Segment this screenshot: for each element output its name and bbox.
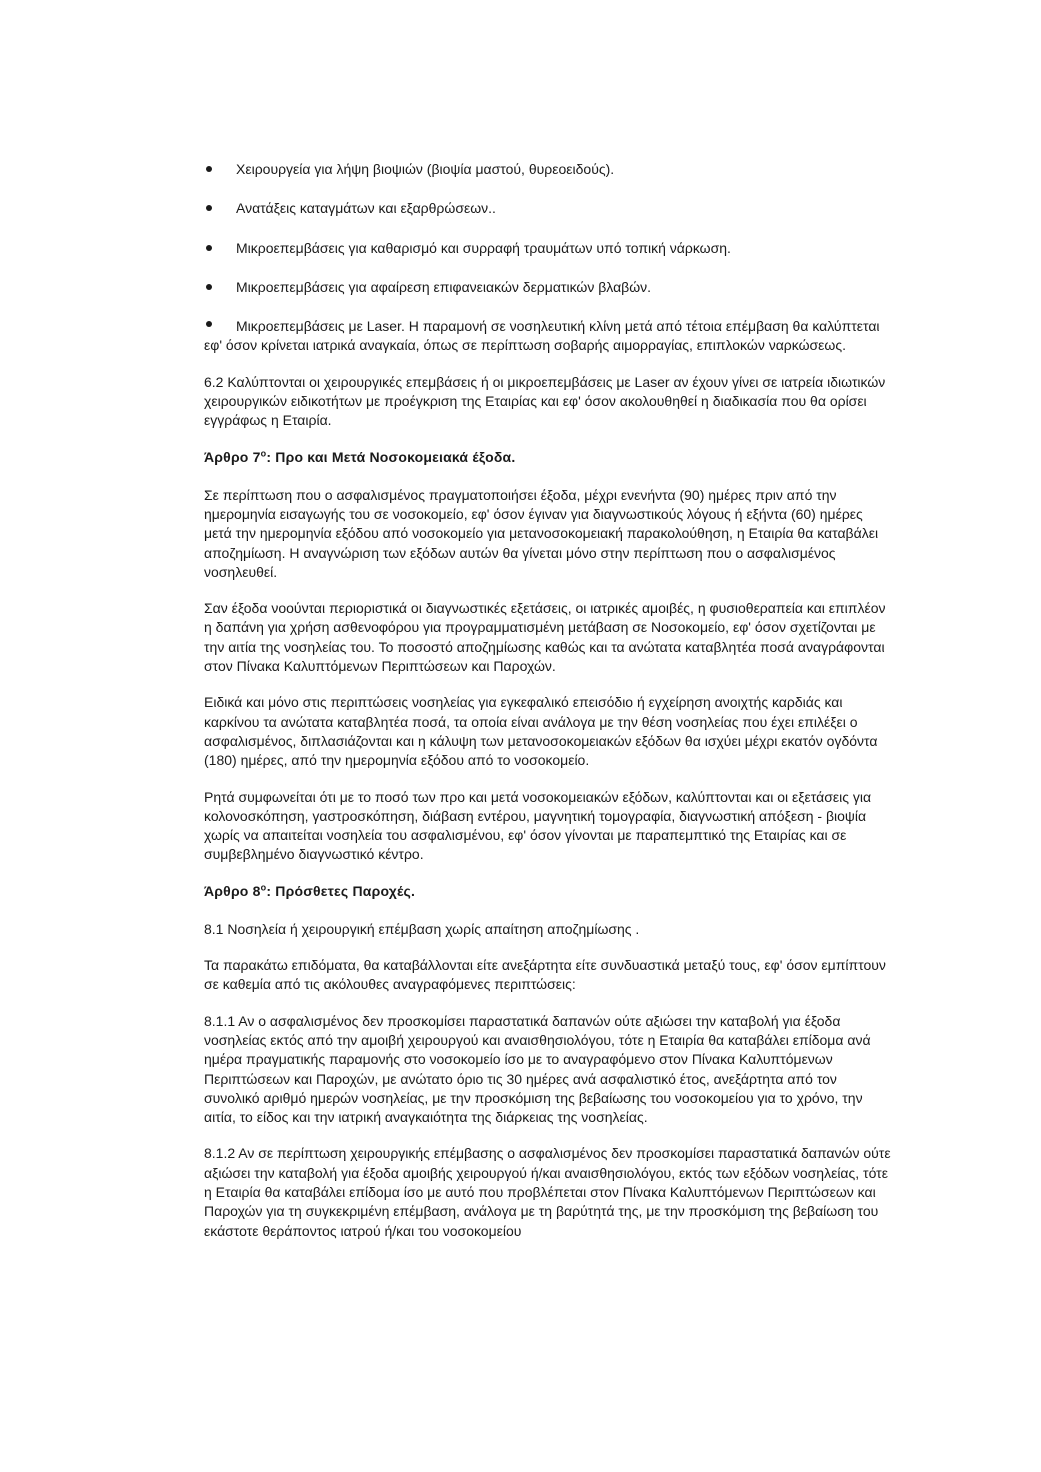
document-page: [204, 160, 894, 1258]
list-item-text: Μικροεπεμβάσεις με Laser. Η παραμονή σε νοσηλευτική κλίνη μετά από τέτοια επέμβαση θα καλύπτεται εφ' όσον κρίνεται ιατρικά αναγκαία, όπως σε περίπτωση σοβαρής αιμορραγίας, επιπλοκών ναρκώσεως.: [204, 318, 880, 354]
article-8-prefix: Άρθρο 8: [204, 882, 261, 899]
paragraph-7-4: Ρητά συμφωνείται ότι με το ποσό των προ και μετά νοσοκομειακών εξόδων, καλύπτονται και οι εξετάσεις για κολονοσκόπηση, γαστροσκόπηση, διάβαση εντέρου, μαγνητική τομογραφία, διαγνωστική απόξεση - βιοψία χωρίς να απαιτείται νοσηλεία του ασφαλισμένου, εφ' όσον γίνονται με παραπεμπτικό της Εταιρίας και σε συμβεβλημένο διαγνωστικό κέντρο.: [204, 788, 872, 863]
list-item: [204, 239, 894, 258]
article-8-heading: [204, 882, 894, 901]
paragraph-8-1: 8.1 Νοσηλεία ή χειρουργική επέμβαση χωρίς απαίτηση αποζημίωσης .: [204, 920, 640, 937]
article-7-prefix: Άρθρο 7: [204, 448, 261, 465]
list-item: [204, 278, 894, 297]
list-item-text: Μικροεπεμβάσεις για αφαίρεση επιφανειακών δερματικών βλαβών.: [236, 278, 652, 295]
list-item-text: Μικροεπεμβάσεις για καθαρισμό και συρραφή τραυμάτων υπό τοπική νάρκωση.: [236, 239, 731, 256]
bullet-icon: [206, 284, 212, 290]
article-8-title: : Πρόσθετες Παροχές.: [266, 882, 416, 899]
list-item-text: Χειρουργεία για λήψη βιοψιών (βιοψία μαστού, θυρεοειδούς).: [236, 161, 615, 177]
bullet-icon: [206, 245, 212, 251]
bullet-icon: [206, 205, 212, 211]
article-7-title: : Προ και Μετά Νοσοκομειακά έξοδα.: [266, 448, 516, 465]
list-item: [204, 160, 894, 179]
list-item: [204, 199, 894, 218]
paragraph-7-3: Ειδικά και μόνο στις περιπτώσεις νοσηλείας για εγκεφαλικό επεισόδιο ή εγχείρηση ανοιχτής καρδιάς και καρκίνου τα ανώτατα καταβλητέα ποσά, τα οποία είναι ανάλογα με την θέση νοσηλείας που έχει επιλέξει ο ασφαλισμένος, διπλασιάζονται και η κάλυψη των μετανοσοκομειακών εξόδων θα ισχύει μέχρι εκατόν ογδόντα (180) ημέρες, από την ημερομηνία εξόδου από το νοσοκομείο.: [204, 694, 878, 769]
paragraph-7-2: Σαν έξοδα νοούνται περιοριστικά οι διαγνωστικές εξετάσεις, οι ιατρικές αμοιβές, η φυσιοθεραπεία και επιπλέον η δαπάνη για χρήση ασθενοφόρου για προγραμματισμένη μετάβαση σε Νοσοκομείο, εφ' όσον σχετίζονται με την αιτία της νοσηλείας του. Το ποσοστό αποζημίωσης καθώς και τα ανώτατα καταβλητέα ποσά αναγράφονται στον Πίνακα Καλυπτόμενων Περιπτώσεων και Παροχών.: [204, 600, 886, 675]
paragraph-6-2: 6.2 Καλύπτονται οι χειρουργικές επεμβάσεις ή οι μικροεπεμβάσεις με Laser αν έχουν γίνει σε ιατρεία ιδιωτικών χειρουργικών ειδικοτήτων με προέγκριση της Εταιρίας και εφ' όσον ακολουθηθεί η διαδικασία που θα ορίσει εγγράφως η Εταιρία.: [204, 373, 886, 429]
article-8-ordinal: ο: [260, 882, 267, 893]
article-7-heading: [204, 448, 894, 467]
bullet-icon: [206, 321, 212, 327]
list-item-text: Ανατάξεις καταγμάτων και εξαρθρώσεων..: [236, 200, 496, 217]
paragraph-8-1-2: 8.1.2 Αν σε περίπτωση χειρουργικής επέμβασης ο ασφαλισμένος δεν προσκομίσει παραστατικά δαπανών ούτε αξιώσει την καταβολή για έξοδα αμοιβής χειρουργού ή/και αναισθησιολόγου, εκτός των εξόδων νοσηλείας, τότε η Εταιρία θα καταβάλει επίδομα ίσο με αυτό που προβλέπεται στον Πίνακα Καλυπτόμενων Περιπτώσεων και Παροχών για τη συγκεκριμένη επέμβαση, ανάλογα με τη βαρύτητά της, με την προσκόμιση της βεβαίωση του εκάστοτε θεράποντος ιατρού ή/και του νοσοκομείου: [204, 1145, 891, 1239]
article-7-ordinal: ο: [260, 448, 267, 459]
paragraph-8-1-intro: Τα παρακάτω επιδόματα, θα καταβάλλονται είτε ανεξάρτητα είτε συνδυαστικά μεταξύ τους, εφ' όσον εμπίπτουν σε καθεμία από τις ακόλουθες αναγραφόμενες περιπτώσεις:: [204, 957, 886, 993]
paragraph-7-1: Σε περίπτωση που ο ασφαλισμένος πραγματοποιήσει έξοδα, μέχρι ενενήντα (90) ημέρες πριν από την ημερομηνία εισαγωγής του σε νοσοκομείο, εφ' όσον έγιναν για διαγνωστικούς λόγους ή εξήντα (60) ημέρες μετά την ημερομηνία εξόδου από νοσοκομείο για μετανοσοκομειακή παρακολούθηση, η Εταιρία θα καταβάλει αποζημίωση. Η αναγνώριση των εξόδων αυτών θα γίνεται μόνο στην περίπτωση που ο ασφαλισμένος νοσηλευθεί.: [204, 486, 879, 580]
bullet-icon: [206, 166, 212, 172]
paragraph-8-1-1: 8.1.1 Αν ο ασφαλισμένος δεν προσκομίσει παραστατικά δαπανών ούτε αξιώσει την καταβολή για έξοδα νοσηλείας εκτός από την αμοιβή χειρουργού και αναισθησιολόγου, τότε η Εταιρία θα καταβάλει επίδομα ανά ημέρα πραγματικής παραμονής στο νοσοκομείο ίσο με το αναγραφόμενο στον Πίνακα Καλυπτόμενων Περιπτώσεων και Παροχών, με ανώτατο όριο τις 30 ημέρες ανά ασφαλιστικό έτος, ανεξάρτητα από τον συνολικό αριθμό ημερών νοσηλείας, με την προσκόμιση της βεβαίωσης του νοσοκομείου για το χρόνο, την αιτία, το είδος και την ιατρική αναγκαιότητα της διάρκειας της νοσηλείας.: [204, 1012, 871, 1126]
list-item: [204, 317, 894, 356]
procedure-list: [204, 160, 894, 356]
